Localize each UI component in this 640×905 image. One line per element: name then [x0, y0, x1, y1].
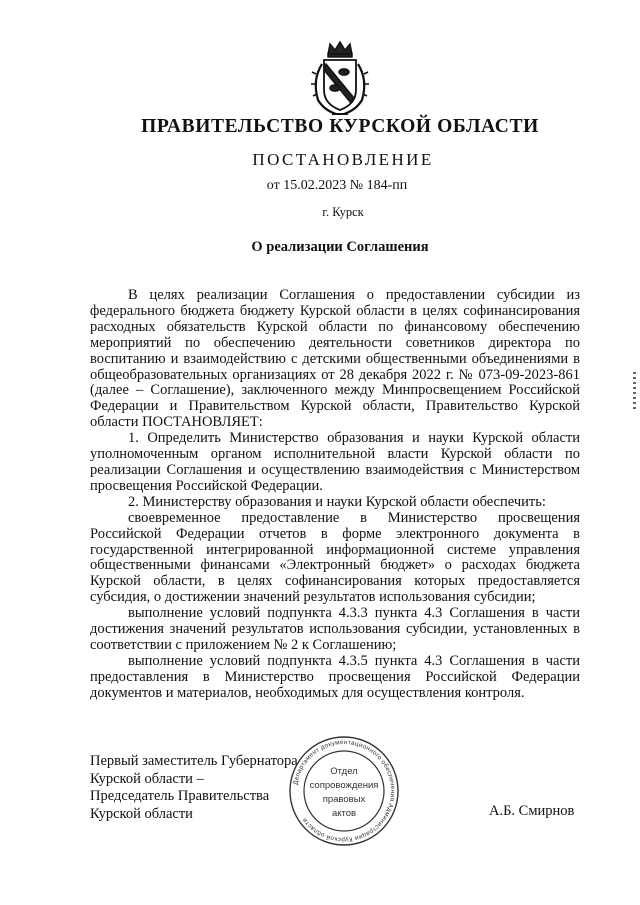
city: г. Курск: [322, 205, 364, 219]
paragraph: В целях реализации Соглашения о предоставлении субсидии из федерального бюджета бюджету Курской области в целях софинансирования расходных обязательств Курской области по финансовому обеспечению мероприятий по обеспечению деятельности советников директора по воспитанию и взаимодействию с детскими общественными объединениями в общеобразовательных организациях от 28 декабря 2022 г. № 073-09-2023-861 (далее – Соглашение), заключенного между Минпросвещением Российской Федерации и Правительством Курской области, Правительство Курской области ПОСТАНОВЛЯЕТ:: [90, 287, 580, 431]
signature-line: Курской области –: [90, 770, 204, 787]
signature-line: Председатель Правительства: [90, 788, 270, 804]
svg-text:Департамент документационного: Департамент документационного обеспечения Администрации Курской области: [292, 738, 397, 844]
round-stamp: [285, 735, 403, 847]
signer-name: А.Б. Смирнов: [489, 803, 575, 819]
document-type: ПОСТАНОВЛЕНИЕ: [252, 150, 434, 169]
paragraph: своевременное предоставление в Министерство просвещения Российской Федерации отчетов в форме электронного документа в государственной интегрированной информационной системе управления общественными финансами «Электронный бюджет» о расходах бюджета Курской области, в целях софинансирования которых предоставляется субсидия, о достижении значений результатов использования субсидии;: [90, 509, 580, 606]
document-subject: О реализации Соглашения: [251, 239, 429, 255]
paragraph: 1. Определить Министерство образования и науки Курской области уполномоченным органом исполнительной власти Курской области по реализации Соглашения и осуществлению взаимодействия с Министерством просвещения Российской Федерации.: [90, 430, 580, 494]
signature-line: Первый заместитель Губернатора: [90, 753, 298, 769]
paragraph: 2. Министерству образования и науки Курской области обеспечить:: [128, 493, 546, 510]
coat-of-arms-icon: [310, 40, 370, 118]
stamp-line: актов: [331, 808, 357, 819]
government-title: ПРАВИТЕЛЬСТВО КУРСКОЙ ОБЛАСТИ: [141, 116, 539, 137]
stamp-line: правовых: [322, 794, 366, 805]
paragraph: выполнение условий подпункта 4.3.5 пункта 4.3 Соглашения в части предоставления в Министерство просвещения Российской Федерации документов и материалов, необходимых для осуществления контроля.: [90, 652, 580, 701]
margin-mark: [632, 372, 638, 410]
document-body: [90, 288, 580, 702]
stamp-line: сопровождения: [309, 780, 379, 791]
signature-position: [90, 753, 298, 823]
signature-line: Курской области: [90, 805, 193, 822]
paragraph: выполнение условий подпункта 4.3.3 пункта 4.3 Соглашения в части достижения значений результатов использования субсидии, установленных в соответствии с приложением № 2 к Соглашению;: [90, 605, 580, 653]
stamp-line: Отдел: [330, 766, 358, 777]
date-number: от 15.02.2023 № 184-пп: [266, 178, 408, 193]
